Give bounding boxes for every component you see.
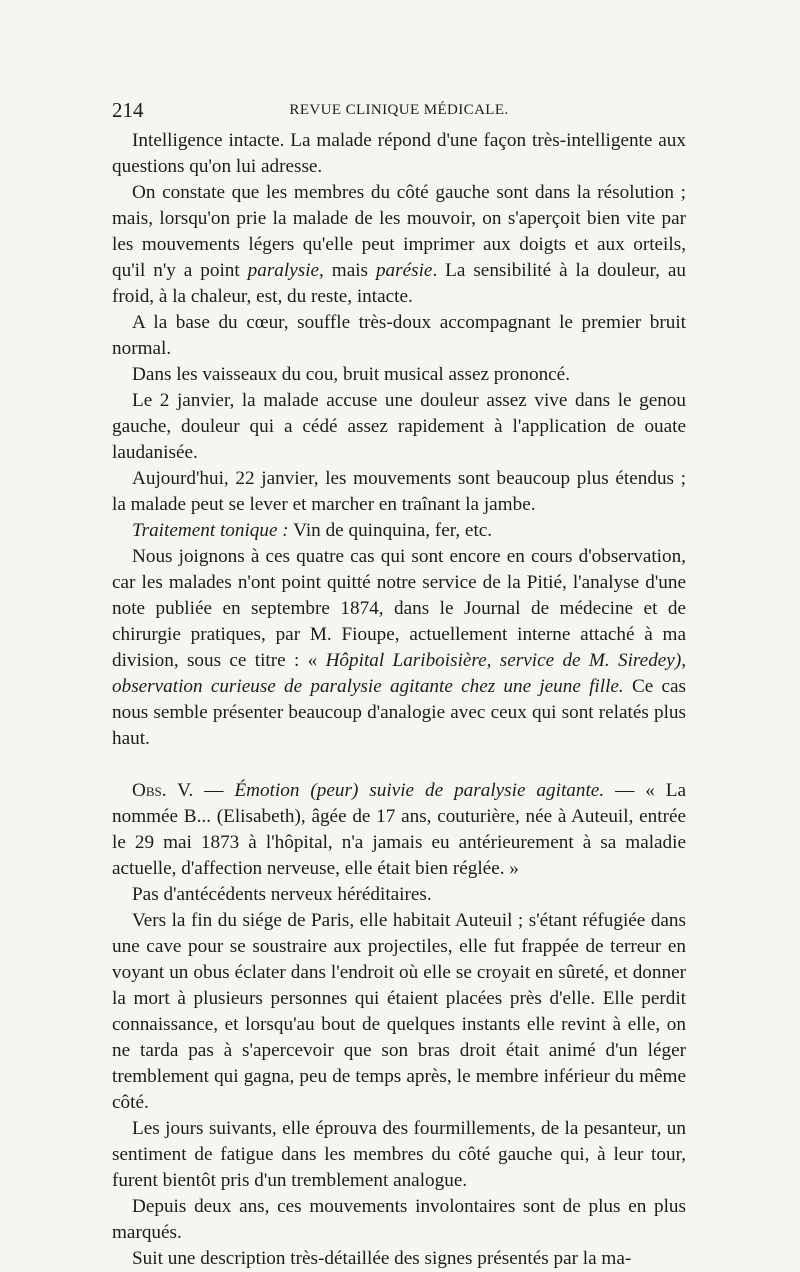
body-text <box>112 128 686 1272</box>
running-title: REVUE CLINIQUE MÉDICALE. <box>289 102 509 118</box>
paragraph: Depuis deux ans, ces mouvements involontaires sont de plus en plus marqués. <box>112 1196 686 1243</box>
observation-heading-paragraph: Obs. V. — Émotion (peur) suivie de paralysie agitante. — « La nommée B... (Elisabeth), âgée de 17 ans, couturière, née à Auteuil, entrée le 29 mai 1873 à l'hôpital, n'a jamais eu antérieurement à sa maladie actuelle, d'affection nerveuse, elle était bien réglée. » <box>112 780 686 879</box>
paragraph: Intelligence intacte. La malade répond d'une façon très-intelligente aux questions qu'on lui adresse. <box>112 130 686 177</box>
paragraph: A la base du cœur, souffle très-doux accompagnant le premier bruit normal. <box>112 312 686 359</box>
paragraph: Le 2 janvier, la malade accuse une douleur assez vive dans le genou gauche, douleur qui a cédé assez rapidement à l'application de ouate laudanisée. <box>112 390 686 463</box>
paragraph: On constate que les membres du côté gauche sont dans la résolution ; mais, lorsqu'on prie la malade de les mouvoir, on s'aperçoit bien vite par les mouvements légers qu'elle peut imprimer aux doigts et aux orteils, qu'il n'y a point paralysie, mais parésie. La sensibilité à la douleur, au froid, à la chaleur, est, du reste, intacte. <box>112 182 686 307</box>
paragraph: Nous joignons à ces quatre cas qui sont encore en cours d'observation, car les malades n'ont point quitté notre service de la Pitié, l'analyse d'une note publiée en septembre 1874, dans le Journal de médecine et de chirurgie pratiques, par M. Fioupe, actuellement interne attaché à ma division, sous ce titre : « Hôpital Lariboisière, service de M. Siredey), observation curieuse de paralysie agitante chez une jeune fille. Ce cas nous semble présenter beaucoup d'analogie avec ceux qui sont relatés plus haut. <box>112 546 687 749</box>
paragraph: Aujourd'hui, 22 janvier, les mouvements sont beaucoup plus étendus ; la malade peut se lever et marcher en traînant la jambe. <box>112 468 686 515</box>
paragraph: Vers la fin du siége de Paris, elle habitait Auteuil ; s'étant réfugiée dans une cave pour se soustraire aux projectiles, elle fut frappée de terreur en voyant un obus éclater dans l'endroit où elle se croyait en sûreté, et donner la mort à plusieurs personnes qui étaient placées près d'elle. Elle perdit connaissance, et lorsqu'au bout de quelques instants elle revint à elle, on ne tarda pas à s'apercevoir que son bras droit était animé d'un léger tremblement qui gagna, peu de temps après, le membre inférieur du même côté. <box>112 910 686 1113</box>
paragraph: Pas d'antécédents nerveux héréditaires. <box>132 884 432 905</box>
paragraph: Traitement tonique : Vin de quinquina, fer, etc. <box>132 520 493 541</box>
paragraph: Dans les vaisseaux du cou, bruit musical assez prononcé. <box>132 364 570 385</box>
paragraph: Les jours suivants, elle éprouva des fourmillements, de la pesanteur, un sentiment de fatigue dans les membres du côté gauche qui, à leur tour, furent bientôt pris d'un tremblement analogue. <box>112 1118 686 1191</box>
paragraph: Suit une description très-détaillée des signes présentés par la ma- <box>132 1248 632 1269</box>
page-number: 214 <box>112 98 144 122</box>
page-header <box>112 98 686 126</box>
